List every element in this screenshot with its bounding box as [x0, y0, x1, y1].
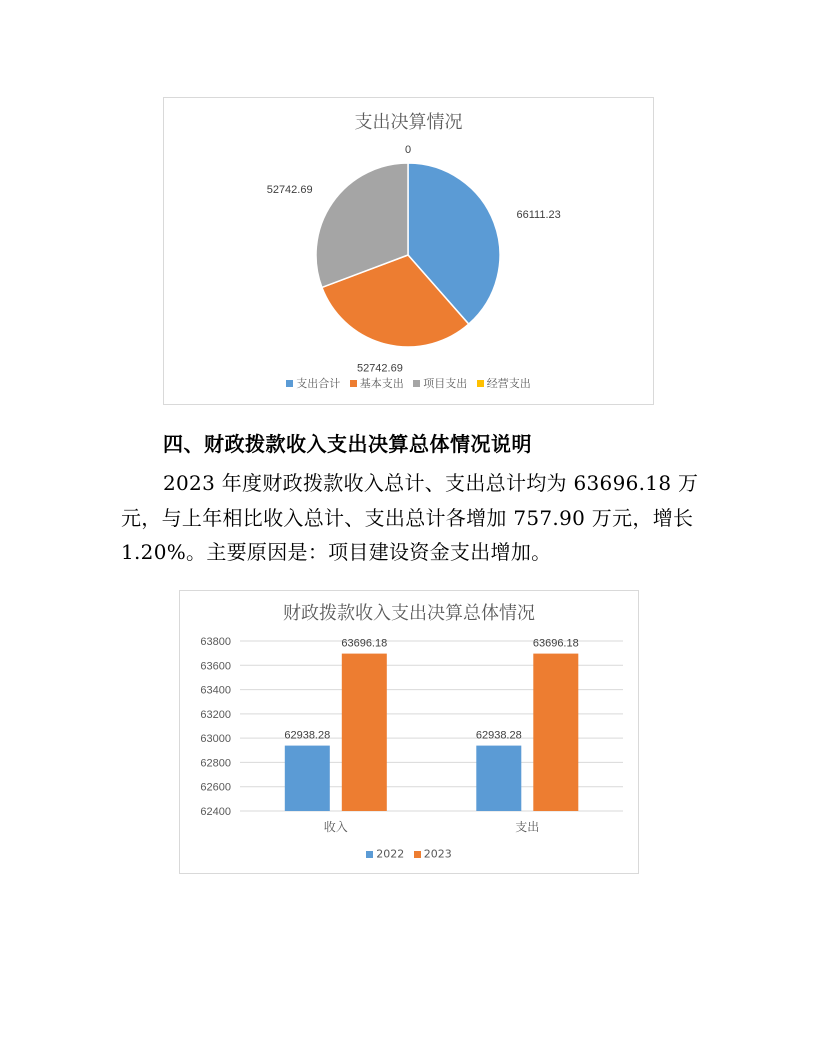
pie-data-label: 52742.69 — [266, 184, 313, 196]
pie-chart-svg — [164, 98, 653, 404]
bar-data-label: 62938.28 — [284, 729, 331, 742]
legend-swatch-icon — [414, 851, 421, 858]
y-tick-label: 63600 — [200, 660, 231, 673]
bar-data-label: 63696.18 — [532, 637, 579, 650]
pie-legend-item-project: 项目支出 — [413, 375, 467, 391]
legend-swatch-icon — [366, 851, 373, 858]
pie-legend-item-operating: 经营支出 — [477, 375, 531, 391]
pie-legend-item-total: 支出合计 — [286, 375, 340, 391]
y-tick-label: 62400 — [200, 806, 231, 818]
x-category-label: 支出 — [515, 820, 540, 834]
legend-swatch-icon — [286, 380, 293, 387]
bar-legend-item-2023: 2023 — [414, 847, 452, 861]
y-tick-label: 63400 — [200, 684, 231, 697]
y-tick-label: 63800 — [200, 636, 231, 648]
bar — [285, 746, 330, 811]
summary-paragraph: 2023 年度财政拨款收入总计、支出总计均为 63696.18 万元，与上年相比收入总计、支出总计各增加 757.90 万元，增长 1.20%。主要原因是：项目建设资金支出增加。 — [121, 471, 699, 564]
expenditure-pie-chart — [163, 97, 654, 405]
legend-swatch-icon — [413, 380, 420, 387]
bar — [342, 654, 387, 811]
pie-legend-item-basic: 基本支出 — [350, 375, 404, 391]
legend-swatch-icon — [477, 380, 484, 387]
y-tick-label: 63000 — [200, 733, 231, 746]
pie-data-label: 66111.23 — [516, 209, 561, 222]
bar-chart-title: 财政拨款收入支出决算总体情况 — [283, 603, 535, 624]
y-tick-label: 62800 — [200, 757, 231, 770]
y-tick-label: 62600 — [200, 781, 231, 794]
bar-chart-svg — [180, 591, 638, 873]
revenue-expenditure-bar-chart — [179, 590, 639, 874]
section-heading: 四、财政拨款收入支出决算总体情况说明 — [163, 432, 532, 456]
y-tick-label: 63200 — [200, 708, 231, 721]
bar-legend-item-2022: 2022 — [366, 847, 404, 861]
pie-data-label: 0 — [404, 144, 412, 156]
bar-data-label: 63696.18 — [341, 637, 388, 650]
pie-chart-title: 支出决算情况 — [354, 112, 463, 133]
bar — [476, 746, 521, 811]
legend-swatch-icon — [350, 380, 357, 387]
bar — [533, 654, 578, 811]
bar-data-label: 62938.28 — [475, 729, 522, 742]
pie-data-label: 52742.69 — [356, 362, 403, 375]
x-category-label: 收入 — [323, 820, 348, 834]
bar-legend — [180, 847, 638, 861]
pie-legend — [164, 375, 653, 391]
